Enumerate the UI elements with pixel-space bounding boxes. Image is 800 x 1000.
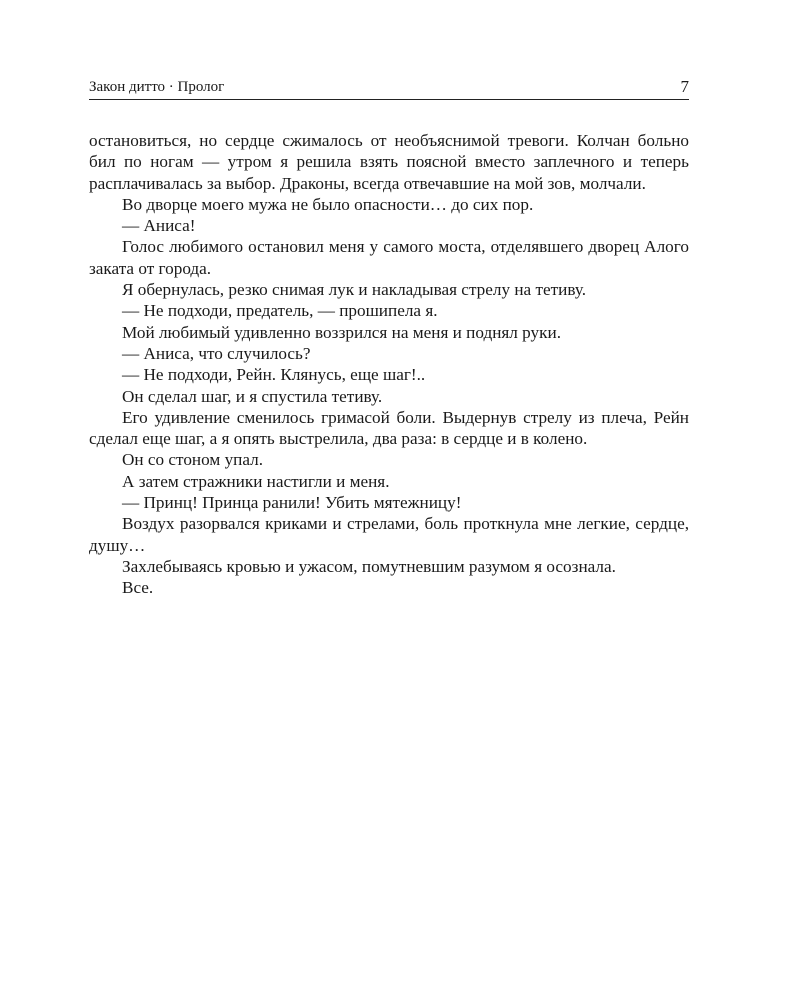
paragraph: Я обернулась, резко снимая лук и накладывая стрелу на тетиву. <box>122 280 587 300</box>
dialogue-line: — Не подходи, Рейн. Клянусь, еще шаг!.. <box>122 365 426 385</box>
paragraph: Он сделал шаг, и я спустила тетиву. <box>122 386 383 406</box>
paragraph: Мой любимый удивленно воззрился на меня и поднял руки. <box>122 322 561 342</box>
paragraph: Во дворце моего мужа не было опасности… до сих пор. <box>122 194 534 214</box>
paragraph: Его удивление сменилось гримасой боли. Выдернув стрелу из плеча, Рейн сделал еще шаг, а я опять выстрелила, два раза: в сердце и в колено. <box>89 407 689 449</box>
dialogue-line: — Принц! Принца ранили! Убить мятежницу! <box>122 493 462 513</box>
running-header <box>89 78 689 100</box>
book-page <box>89 78 689 599</box>
paragraph: Все. <box>122 578 154 598</box>
dialogue-line: — Не подходи, предатель, — прошипела я. <box>122 301 438 321</box>
paragraph: А затем стражники настигли и меня. <box>122 471 390 491</box>
paragraph: остановиться, но сердце сжималось от необъяснимой тревоги. Колчан больно бил по ногам — утром я решила взять поясной вместо заплечного и теперь расплачивалась за выбор. Драконы, всегда отвечавшие на мой зов, молчали. <box>89 131 689 193</box>
paragraph: Захлебываясь кровью и ужасом, помутневшим разумом я осознала. <box>122 556 616 576</box>
dialogue-line: — Аниса! <box>122 216 196 236</box>
dialogue-line: — Аниса, что случилось? <box>122 343 311 363</box>
paragraph: Голос любимого остановил меня у самого моста, отделявшего дворец Алого заката от города. <box>89 237 689 278</box>
paragraph: Он со стоном упал. <box>122 450 264 470</box>
running-title: Закон дитто · Пролог <box>89 79 225 95</box>
paragraph: Воздух разорвался криками и стрелами, боль проткнула мне легкие, сердце, душу… <box>89 514 689 555</box>
chapter-text <box>89 130 689 599</box>
page-number: 7 <box>680 77 689 96</box>
